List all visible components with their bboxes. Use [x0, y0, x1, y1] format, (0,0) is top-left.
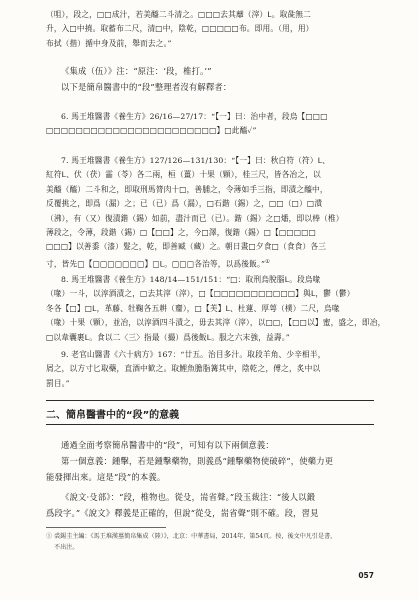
- jiyun-note: 《集成（伍）》注：“原注：‘段，椎打。’”: [61, 66, 212, 76]
- text-line: 7. 馬王堆醫書《養生方》127/126—131/130：“【一】曰：秋白符（符）ᒪ、: [61, 156, 330, 165]
- footnote-rule: [46, 527, 166, 528]
- text-line: 8. 馬王堆醫書《養生方》148/14—151/151：“□：取刑烏脫腦ᒪ。段烏喙: [61, 275, 321, 284]
- text-line-content: 寸，皆先□【□□□□□□□】□ᒪ。□□□各治等，以爲後飯。”: [46, 259, 266, 269]
- text-line: 反覆挑之，即爲（漏）之；已（已）爲（漏），□石鍇（錫）之，□□（□）□潰: [46, 199, 323, 209]
- text-line: 冬各【□】□ᒪ，革藤、牡鞠各五耕（齏），□【芙】ᒪ、杜蓮、厚萼（樸）二尺，烏喙: [46, 303, 340, 313]
- commentary-block: [46, 63, 374, 95]
- text-line: 升，入□中撓。取蓄布二尺，清□中，陰乾，□□□□□布。即用。（用，用）: [46, 24, 314, 34]
- entry-6: [46, 110, 374, 139]
- heading-rule-top: [46, 400, 374, 401]
- text-line: 爲段字。”《說文》釋義是正確的，但說“從殳，耑省聲”則不確。段，習見: [46, 508, 319, 518]
- entry-8: [46, 273, 386, 345]
- text-line: 能發揮出來。這是“段”的本義。: [46, 472, 166, 482]
- body-paragraph-1: [46, 437, 374, 485]
- text-line: 薄段之，令薄，段鍇（錫）□【□□】之，今□澤，復鍇（錫）□【□□□□□: [46, 228, 317, 238]
- text-line: 美醯（醯）二斗和之，即取刑馬膂肉十□，善脯之，令薄如手三指，即漬之醯中，: [46, 184, 328, 194]
- entry-9: [46, 348, 374, 391]
- text-line: □□□□□□□□□□□□□□□□□□□□□□□】□此醯✓”: [46, 126, 257, 136]
- intro-line: 以下是簡帛醫書中的“段”整理者沒有解釋者：: [61, 82, 232, 92]
- body-paragraph-2: [46, 489, 374, 521]
- continuation-quote: [46, 8, 374, 51]
- text-line: 第一個意義：鍾擊，若是鍾擊藥物，則義爲“鍾擊藥物使破碎”，使藥力更: [61, 456, 334, 466]
- text-line: 《說文·殳部》：“段，椎物也。從殳，耑省聲。”段玉裁注：“後人以鍛: [61, 492, 316, 502]
- text-line: 罰目。”: [46, 378, 70, 388]
- heading-rule-bottom: [46, 424, 374, 425]
- footnote-text: 裘錫圭主編：《馬王堆漢墓簡帛集成（陸）》，北京：中華書局，2014年，第54頁。按，後文中凡引是書，: [54, 533, 337, 540]
- text-line: 屑之，以方寸匕取藥，直酒中歓之。取鯉魚膽脂篝其中，陰乾之，傅之，炙中以: [46, 364, 321, 374]
- text-line: [46, 255, 374, 272]
- text-line: 通過全面考察簡帛醫書中的“段”，可知有以下兩個意義：: [61, 440, 274, 450]
- footnote-reference[interactable]: ①: [265, 258, 271, 265]
- text-line: （沸），有（又）復漬鍇（錫）如前，盡汁而已（已）。鍇（錫）之□燔，即以棒（椎）: [46, 213, 344, 223]
- text-line: 9. 老官山醫書《六十病方》167：“廿五。治目多汁。取段羊角、少辛相半，: [61, 350, 326, 359]
- text-line: 6. 馬王堆醫書《養生方》26/16—27/17：“【一】曰：治中者，段烏【□□□: [61, 112, 328, 121]
- section-heading: 二、簡帛醫書中的“段”的意義: [46, 410, 180, 421]
- footnote: [46, 532, 374, 553]
- text-line: （喙）十果（顆），並冶，以淳酒四斗漬之，毋去其滓（滓），以□□，【□□以】蜜，盛之，即冶，: [46, 318, 386, 328]
- entry-7: [46, 154, 374, 272]
- footnote-mark: ①: [46, 533, 53, 540]
- footnote-text: 不出注。: [54, 543, 79, 551]
- text-line: □以韋囊裹ᒪ。食以二〈三〉指最（撮）爲後飯ᒪ。服之六末強，益壽。”: [46, 332, 290, 342]
- text-line: □□□】以善黍（漆）髮之，乾，即善臧（藏）之。朝日晝□夕食□（食食）各三: [46, 242, 327, 252]
- page-number: 057: [358, 571, 374, 580]
- text-line: 布拭（揩）揗中身及前，舉而去之。”: [46, 38, 172, 48]
- text-line: （喙）一斗，以淳酒漬之，□去其滓（滓），□【□□□□□□□□□□□】與ᒪ，鬱（鬱）: [46, 289, 355, 299]
- text-line: （咀），段之，□□成汁，若美醯二斗清之。□□□去其蘼（滓）ᒪ。取彘無二: [46, 10, 311, 19]
- text-line: 紅符ᒪ、伏（茯）霝（苓）各二兩，桓（薑）十果（顆），桂三尺，皆各冶之，以: [46, 170, 321, 180]
